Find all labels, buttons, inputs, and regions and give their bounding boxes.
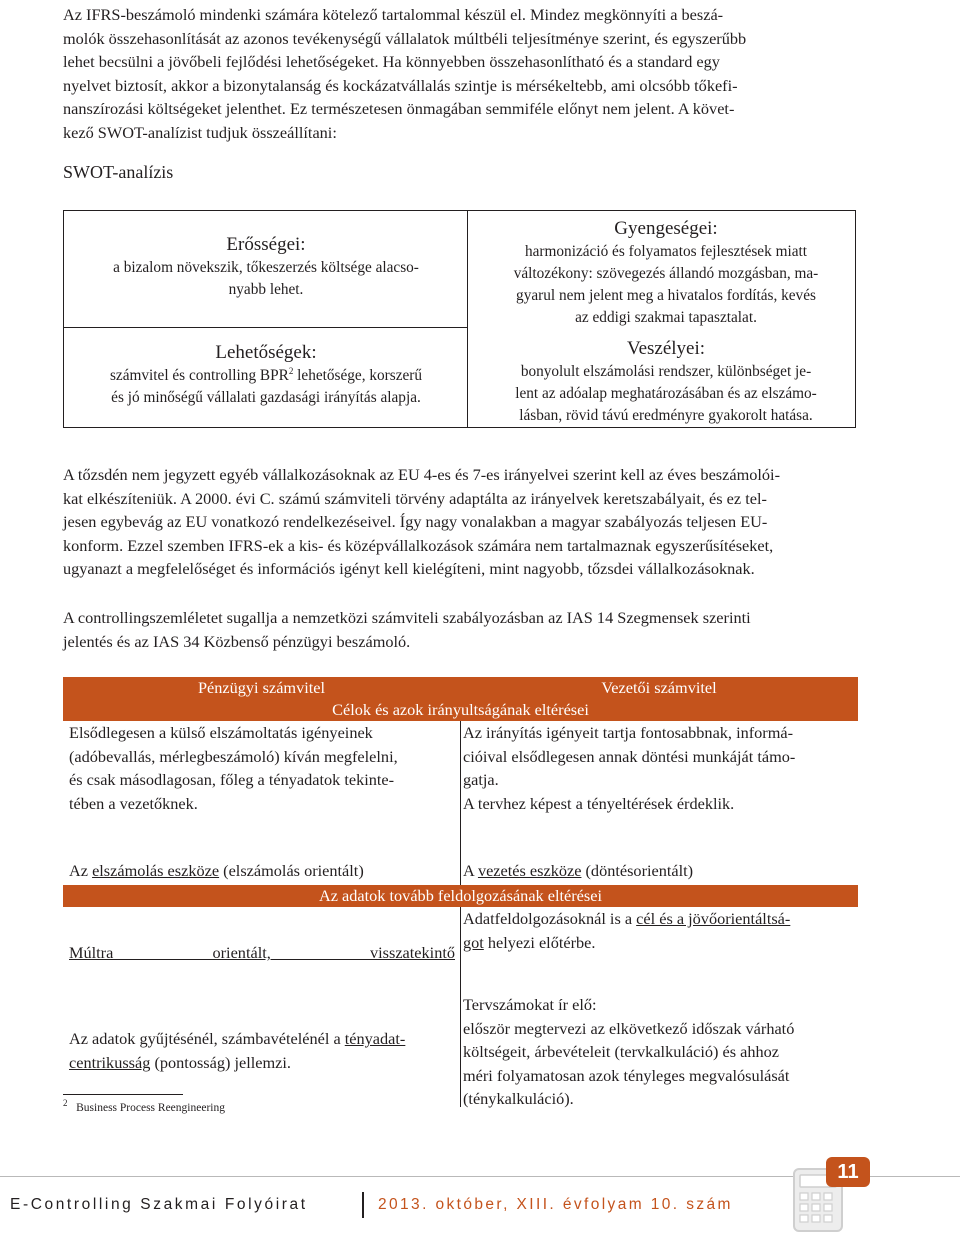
text-line: jesen egybevág az EU vonatkozó rendelkezéseivel. Így nagy vonalakban a magyar szabályozás teljesen EU- [63,512,768,532]
text-line: lehet becsülni a jövőbeli fejlődési lehetőségeket. Ha könnyebben összehasonlítható és a standard egy [63,52,720,72]
threats-title: Veszélyei: [626,338,706,359]
swot-strengths [73,233,459,301]
swot-weaknesses [483,217,849,329]
text-line: ugyanazt a megfelelőséget és információs igényt kell kielégíteni, mint nagyobb, tőzsdei vállalkozásoknak. [63,559,755,579]
text-line: jelentés és az IAS 34 Közbenső pénzügyi beszámoló. [63,631,411,651]
weaknesses-title: Gyengeségei: [614,218,718,239]
text-line: kező SWOT-analízist tudjuk összeállítani: [63,122,337,142]
text-line: molók összehasonlítását az azonos tevékenységű vállalatok múltbéli teljesítménye szerint, és egyszerűbb [63,28,747,48]
strengths-title: Erősségei: [226,234,306,255]
intro-paragraph [63,3,856,145]
footnote-text: Business Process Reengineering [76,1102,225,1114]
swot-threats [483,337,849,427]
paragraph-eu-directives [63,463,856,581]
swot-heading: SWOT-analízis [63,162,174,182]
cell-right: A vezetés eszköze (döntésorientált) [463,861,694,880]
strengths-text: a bizalom növekszik, tőkeszerzés költsége alacso- [113,259,419,276]
cell-right: Az irányítás igényeit tartja fontosabbnak, informá- cióival elsődlegesen annak döntési munkáját támo- gatja. A tervhez képest a tényeltérések érdeklik. [463,723,796,813]
threats-text: lent az adóalap meghatározásában és az elszámo- [515,385,817,402]
cell-left: Elsődlegesen a külső elszámoltatás igényeinek (adóbevallás, mérlegbeszámoló) kíván megfelelni, és csak másodlagosan, főleg a tényadatok tekinte- tében a vezetőknek. [69,723,398,813]
text-line: nanszírozási költségeket jelenthet. Ez természetesen önmagában semmiféle előnyt nem jelent. A követ- [63,99,735,119]
weaknesses-text: harmonizáció és folyamatos fejlesztések miatt [524,243,808,260]
footer-issue-date: 2013. október, XIII. évfolyam 10. szám [378,1196,733,1213]
strengths-text: nyabb lehet. [228,281,304,298]
section-header-goals [63,699,858,721]
weaknesses-text: gyarul nem jelent meg a hivatalos fordítás, kevés [516,287,816,304]
footnote-ref: 2 [288,365,294,376]
swot-table [63,210,856,428]
opportunities-title: Lehetőségek: [215,342,317,363]
cell-right: Tervszámokat ír elő: először megtervezi az elkövetkező időszak várható költségeit, árbevételeit (tervkalkuláció) és ahhoz méri folyamatosan azok tényleges megvalósulását (ténykalkuláció). [463,995,795,1109]
weaknesses-text: az eddigi szakmai tapasztalat. [575,309,757,326]
section-header-processing [63,885,858,907]
footer-divider [362,1192,364,1218]
section-title: Az adatok tovább feldolgozásának eltérései [319,886,602,905]
footnote-number: 2 [63,1098,68,1109]
opportunities-text: számvitel és controlling BPR$^2$ lehetősége, korszerű [109,365,423,384]
table-row [63,907,858,1107]
section-title: Célok és azok irányultságának eltérései [332,700,589,719]
text-line: konform. Ezzel szemben IFRS-ek a kis- és középvállalkozások számára nem tartalmaznak egyszerűsítéseket, [63,535,774,555]
weaknesses-text: változékony: szövegezés állandó mozgásban, ma- [513,265,819,282]
footer-magazine-title: E-Controlling Szakmai Folyóirat [10,1196,308,1213]
threats-text: lásban, rövid távú eredményre gyakorolt hatása. [519,407,813,424]
comparison-table [63,677,858,1107]
cell-left: Múltra orientált, visszatekintő [69,943,455,962]
cell-left: Az elszámolás eszköze (elszámolás orientált) [69,861,364,880]
text-line: A tőzsdén nem jegyzett egyéb vállalkozásoknak az EU 4-es és 7-es irányelvei szerint kell az éves beszámolói- [63,465,781,484]
swot-opportunities [73,341,459,409]
cell-left: Az adatok gyűjtésénél, számbavételénél a tényadat- centrikusság (pontosság) jellemzi. [69,1029,406,1072]
table-row [63,721,858,833]
footnote [63,1100,225,1116]
page-number: 11 [826,1157,870,1187]
table-header-row [63,677,858,699]
text-line: A controllingszemléletet sugallja a nemzetközi számviteli szabályozásban az IAS 14 Szegmensek szerinti [63,608,751,627]
paragraph-controlling [63,606,856,653]
threats-text: bonyolult elszámolási rendszer, különbséget je- [520,363,812,380]
header-financial-accounting: Pénzügyi számvitel [197,678,326,697]
text-line: Az IFRS-beszámoló mindenki számára kötelező tartalommal készül el. Mindez megkönnyíti a beszá- [63,5,724,24]
cell-right: Adatfeldolgozásoknál is a cél és a jövőorientáltsá- got helyezi előtérbe. [463,909,791,952]
text-line: kat elkészíteniük. A 2000. évi C. számú számviteli törvény adaptálta az irányelvek keretszabályait, és ez tel- [63,488,767,508]
opportunities-text: és jó minőségű vállalati gazdasági irányítás alapja. [111,389,421,406]
header-management-accounting: Vezetői számvitel [601,678,717,697]
table-row [63,833,858,885]
text-line: nyelvet biztosít, akkor a bizonytalanság és kockázatvállalás szintje is mérsékeltebb, ami olcsóbb tőkefi- [63,75,738,95]
footnote-rule [63,1094,183,1095]
